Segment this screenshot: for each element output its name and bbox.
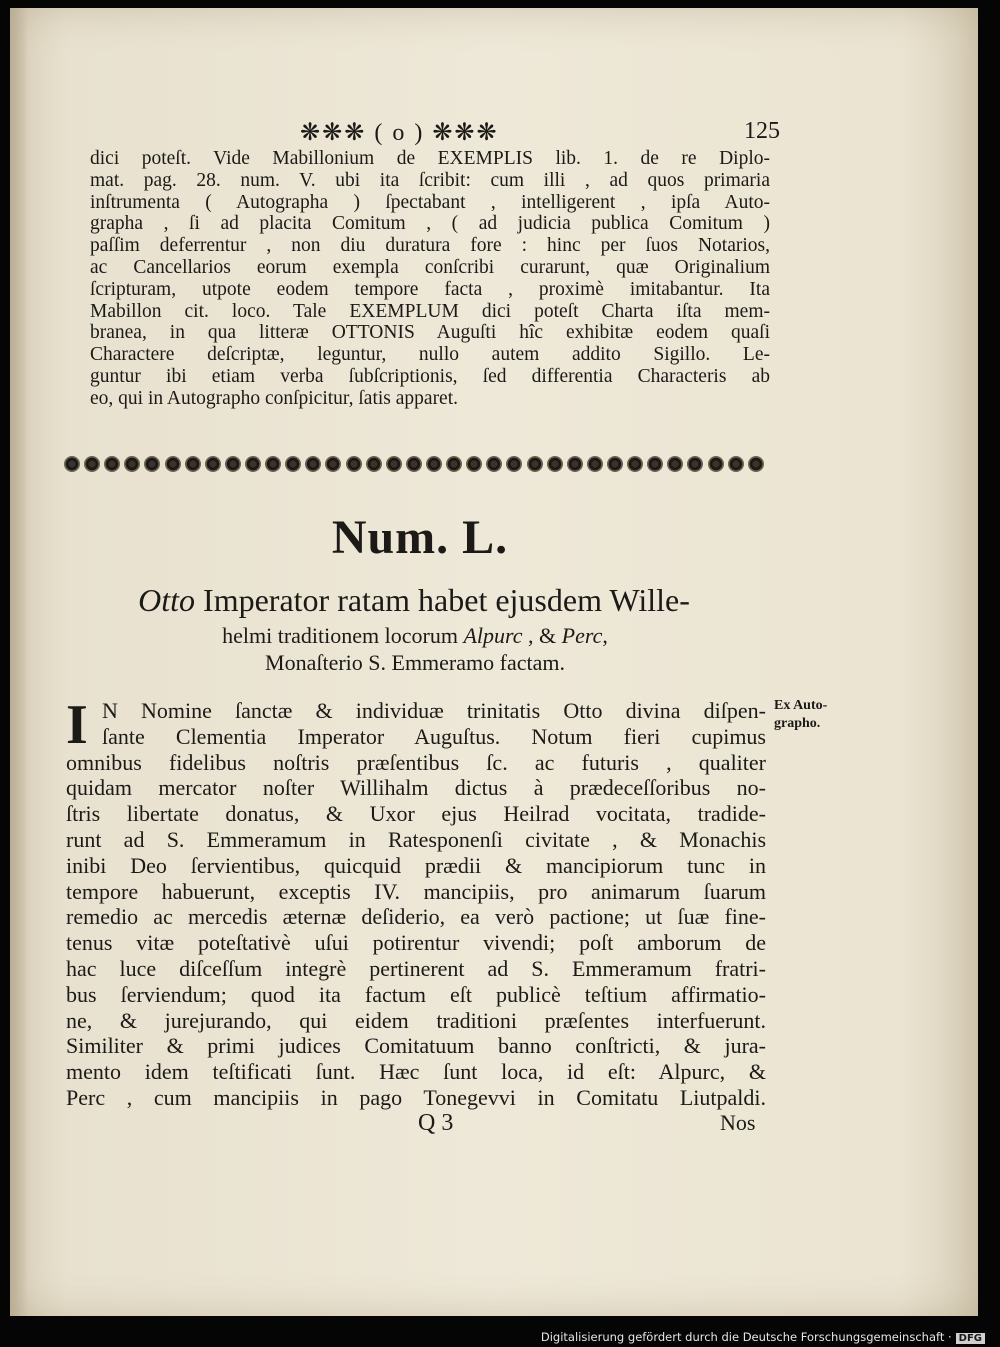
- text-line: mento idem teſtificati ſunt. Hæc ſunt loca, id eſt: Alpurc, &: [66, 1059, 766, 1085]
- section-title: Num. L.: [331, 511, 509, 564]
- text-line: omnibus fidelibus noſtris præſentibus ſc. ac futuris , qualiter: [66, 749, 766, 775]
- text-line: ſtris libertate donatus, & Uxor ejus Heilrad vocitata, tradide-: [66, 801, 766, 827]
- text-line: guntur ibi etiam verba ſubſcriptionis, ſed differentia Characteris ab: [90, 365, 770, 387]
- text-line: tempore habuerunt, exceptis IV. mancipiis, pro animarum ſuarum: [66, 878, 766, 904]
- text-line: ac Cancellarios eorum exempla conſcribi curarunt, quæ Originalium: [90, 256, 770, 278]
- credit-text: Digitalisierung gefördert durch die Deutsche Forschungsgemeinschaft ·: [540, 1330, 952, 1344]
- continuation-text: [90, 148, 770, 410]
- place-name: Alpurc: [463, 623, 523, 648]
- dfg-logo: DFG: [956, 1333, 985, 1344]
- text-line: remedio ac mercedis æternæ deſiderio, ea verò pactione; ut ſuæ fine-: [66, 904, 766, 930]
- text-line: ne, & jurejurando, qui eidem traditioni præſentes interfuerunt.: [66, 1007, 766, 1033]
- heading-text: Imperator ratam habet ejusdem Wille-: [203, 582, 690, 618]
- text-line: Mabillon cit. loco. Tale EXEMPLUM dici poteſt Charta iſta mem-: [90, 300, 770, 322]
- heading-emperor-name: Otto: [138, 582, 196, 618]
- running-header: [300, 118, 780, 146]
- text-line: branea, in qua litteræ OTTONIS Auguſti hîc exhibitæ eodem quaſi: [90, 322, 770, 344]
- header-ornament: ❋❋❋ ( o ) ❋❋❋: [300, 120, 499, 146]
- text-line: bus ſerviendum; quod ita factum eſt publicè teſtium affirmatio-: [66, 981, 766, 1007]
- page-number: 125: [744, 118, 780, 144]
- text-line: N Nomine ſanctæ & individuæ trinitatis Otto divina diſpen-: [102, 698, 766, 723]
- text-line: Charactere deſcriptæ, leguntur, nullo autem addito Sigillo. Le-: [90, 344, 770, 366]
- text-line: inibi Deo ſervientibus, quicquid prædii & mancipiorum tunc in: [66, 852, 766, 878]
- text-line: dici poteſt. Vide Mabillonium de EXEMPLIS lib. 1. de re Diplo-: [90, 148, 770, 169]
- text-line: quidam mercator noſter Willihalm dictus à prædeceſſoribus no-: [66, 775, 766, 801]
- text-line: runt ad S. Emmeramum in Ratesponenſi civitate , & Monachis: [66, 826, 766, 852]
- text-line: hac luce diſceſſum integrè pertinerent ad S. Emmeramum fratri-: [66, 955, 766, 981]
- page-spine-shadow: [10, 8, 28, 1316]
- heading-line-3: Monaſterio S. Emmeramo factam.: [265, 650, 565, 675]
- charter-text: [66, 694, 766, 1111]
- heading-line-2: helmi traditionem locorum Alpurc , & Perc,: [222, 623, 608, 648]
- text-line: tenus vitæ poteſtativè uſui potirentur vivendi; poſt amborum de: [66, 930, 766, 956]
- digitization-credit: [0, 1330, 985, 1344]
- catchword: Nos: [720, 1110, 756, 1135]
- text-line: ſcripturam, utpote eodem tempore facta , proximè imitabantur. Ita: [90, 278, 770, 300]
- text-line: mat. pag. 28. num. V. ubi ita ſcribit: cum illi , ad quos primaria: [90, 169, 770, 191]
- text-line: eo, qui in Autographo conſpicitur, ſatis apparet.: [90, 387, 459, 409]
- margin-note: Ex Auto- grapho.: [774, 698, 828, 731]
- place-name: Perc: [561, 623, 603, 648]
- text-line: paſſim deferrentur , non diu duratura fore : hinc per ſuos Notarios,: [90, 235, 770, 257]
- text-line: Similiter & primi judices Comitatuum banno conſtricti, & jura-: [66, 1033, 766, 1059]
- signature-mark: Q 3: [418, 1110, 454, 1136]
- text-line: inſtrumenta ( Autographa ) ſpectabant , intelligerent , ipſa Auto-: [90, 191, 770, 213]
- text-line: ſante Clementia Imperator Auguſtus. Notum fieri cupimus: [102, 723, 766, 749]
- text-line: grapha , ſi ad placita Comitum , ( ad judicia publica Comitum ): [90, 213, 770, 235]
- ornamental-divider: [64, 449, 764, 479]
- text-line: Perc , cum mancipiis in pago Tonegevvi in Comitatu Liutpaldi.: [66, 1084, 766, 1110]
- heading-line-1: [64, 582, 764, 618]
- drop-cap: I: [66, 694, 88, 756]
